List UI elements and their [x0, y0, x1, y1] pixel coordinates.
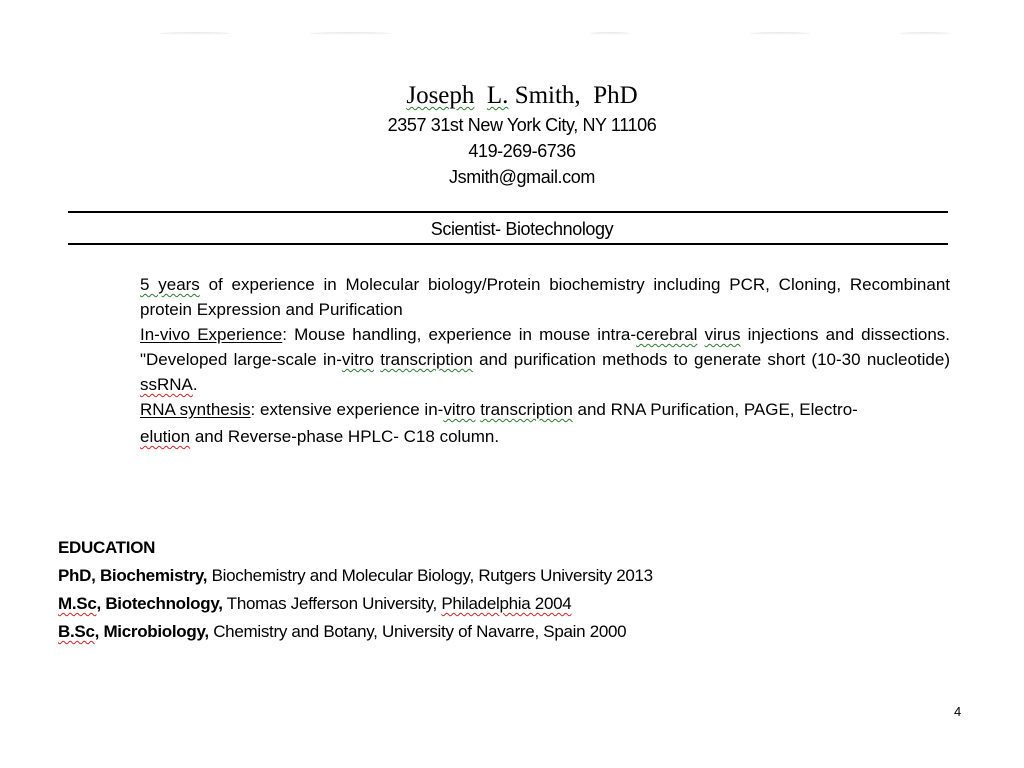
- summary-paragraph-4: elution and Reverse-phase HPLC- C18 column.: [140, 427, 500, 446]
- summary-paragraph-2: In-vivo Experience: Mouse handling, experience in mouse intra-cerebral virus injections and dissections. "Developed large-scale in-vitro transcription and purification methods to generate short (10-30 nucleotide) ssRNA.: [140, 325, 950, 394]
- summary-paragraph-3: RNA synthesis: extensive experience in-vitro transcription and RNA Purification, PAGE, Electro-: [140, 400, 858, 419]
- education-section: [58, 534, 958, 646]
- scan-artifacts: [140, 32, 940, 38]
- summary-paragraph-1: 5 years of experience in Molecular biology/Protein biochemistry including PCR, Cloning, Recombinant protein Expression and Purification: [140, 275, 951, 319]
- divider-bottom: [68, 243, 948, 245]
- name-suffix: PhD: [593, 82, 638, 109]
- phone: 419-269-6736: [468, 141, 576, 161]
- address: 2357 31st New York City, NY 11106: [387, 115, 657, 135]
- email: Jsmith@gmail.com: [449, 167, 595, 187]
- education-heading: EDUCATION: [58, 538, 156, 557]
- education-row-phd: PhD, Biochemistry, Biochemistry and Molecular Biology, Rutgers University 2013: [58, 566, 653, 585]
- job-title: Scientist- Biotechnology: [430, 219, 614, 239]
- name-last: Smith,: [514, 82, 581, 109]
- page-number: 4: [954, 704, 962, 719]
- contact-header: [0, 80, 1024, 190]
- experience-summary: [140, 272, 950, 449]
- candidate-name: [20, 80, 1024, 112]
- name-middle: L.: [486, 82, 509, 109]
- education-row-msc: M.Sc, Biotechnology, Thomas Jefferson University, Philadelphia 2004: [58, 594, 572, 613]
- education-row-bsc: B.Sc, Microbiology, Chemistry and Botany, University of Navarre, Spain 2000: [58, 622, 627, 641]
- divider-top: [68, 211, 948, 213]
- name-first: Joseph: [406, 82, 475, 109]
